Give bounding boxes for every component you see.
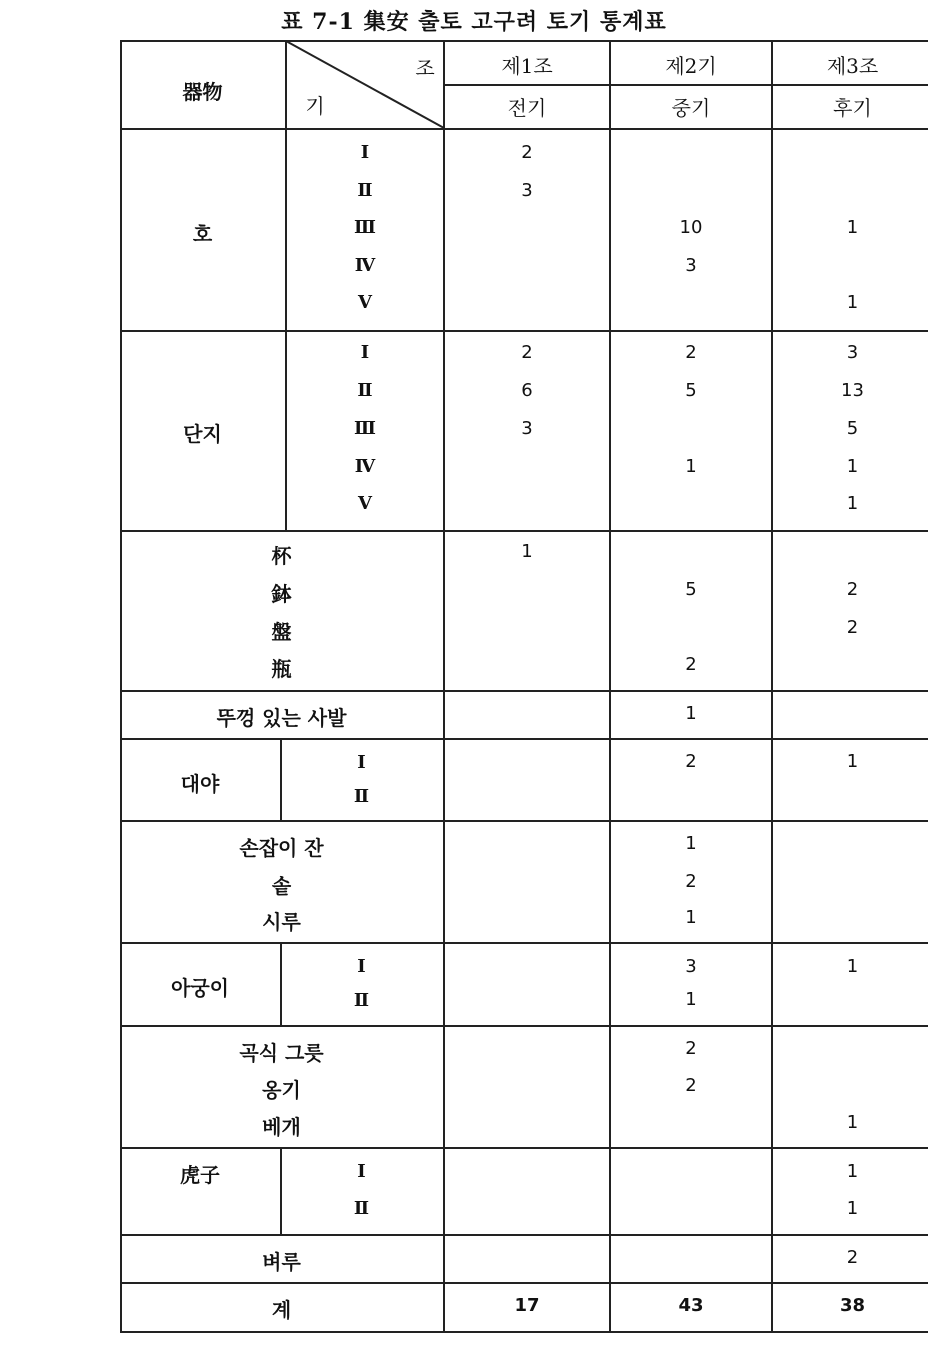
header-col2-group: 제2기: [665, 54, 717, 78]
rule-sub-agungi: [280, 942, 282, 1027]
cell-value: 1: [521, 541, 533, 562]
cell-value: 2: [685, 871, 697, 892]
cell-value: 2: [685, 342, 697, 363]
header-col1-period: 전기: [507, 96, 547, 120]
row-label-daeya: 대야: [180, 772, 220, 796]
roman-numeral: Ⅱ: [353, 786, 370, 807]
roman-numeral: Ⅴ: [358, 292, 372, 313]
rule-daeya-bottom: [120, 820, 928, 822]
roman-numeral: Ⅰ: [357, 956, 366, 977]
rule-sub-daeya: [280, 738, 282, 822]
cell-value: 1: [685, 907, 697, 928]
roman-numeral: Ⅴ: [358, 493, 372, 514]
cell-value: 1: [685, 989, 697, 1010]
header-col3-group: 제3조: [826, 54, 879, 78]
row-label-pillow: 베개: [262, 1115, 301, 1139]
rule-header-mid: [445, 84, 928, 86]
table-title: 표 7-1 集安 출토 고구려 토기 통계표: [281, 9, 667, 35]
roman-numeral: Ⅰ: [360, 142, 370, 163]
row-label-byeoru: 벼루: [262, 1250, 301, 1274]
row-label-total: 계: [271, 1298, 292, 1322]
cell-value: 2: [521, 342, 533, 363]
rule-agungi-bottom: [120, 1025, 928, 1027]
cell-value: 1: [846, 1161, 859, 1182]
row-label-cauldron: 솥: [271, 874, 292, 898]
roman-numeral: Ⅱ: [353, 1198, 370, 1219]
cell-value: 2: [685, 1075, 697, 1096]
cell-value: 1: [846, 493, 859, 514]
cell-value: 2: [846, 1247, 859, 1268]
cell-value: 1: [846, 1198, 859, 1219]
row-label-grain-vessel: 곡식 그릇: [239, 1041, 324, 1065]
cell-value: 3: [685, 255, 697, 276]
cell-value: 2: [846, 579, 859, 600]
header-diag-top: 조: [415, 56, 435, 80]
roman-numeral: Ⅰ: [360, 342, 370, 363]
rule-misc2-bottom: [120, 942, 928, 944]
roman-numeral: Ⅳ: [354, 456, 376, 477]
row-label-bowl: 鉢: [271, 582, 292, 606]
row-label-danji: 단지: [183, 422, 222, 446]
cell-value: 3: [521, 418, 533, 439]
rule-byeoru-bottom: [120, 1282, 928, 1284]
cell-value: 1: [846, 751, 859, 772]
cell-value: 1: [846, 456, 859, 477]
cell-value: 3: [846, 342, 859, 363]
row-label-steamer: 시루: [262, 910, 301, 934]
total-col3: 38: [839, 1295, 866, 1316]
cell-value: 1: [846, 292, 859, 313]
cell-value: 1: [685, 833, 697, 854]
row-label-cup: 杯: [271, 544, 292, 568]
cell-value: 1: [846, 956, 859, 977]
cell-value: 10: [679, 217, 703, 238]
rule-bottom: [120, 1331, 928, 1333]
cell-value: 3: [685, 956, 697, 977]
cell-value: 5: [846, 418, 859, 439]
rule-misc1-bottom: [120, 690, 928, 692]
row-label-ho: 호: [192, 222, 213, 246]
row-label-handled-cup: 손잡이 잔: [239, 836, 324, 860]
row-label-lidded-bowl: 뚜껑 있는 사발: [216, 706, 347, 730]
roman-numeral: Ⅱ: [357, 180, 373, 201]
rule-misc3-bottom: [120, 1147, 928, 1149]
cell-value: 1: [685, 456, 697, 477]
row-label-onggi: 옹기: [262, 1078, 301, 1102]
header-col1-group: 제1조: [501, 54, 553, 78]
row-label-hoja: 虎子: [180, 1163, 220, 1187]
header-item: 器物: [182, 80, 223, 104]
cell-value: 2: [685, 1038, 697, 1059]
header-col2-period: 중기: [671, 96, 711, 120]
cell-value: 13: [841, 380, 864, 401]
statistics-table: [120, 40, 928, 1335]
roman-numeral: Ⅰ: [357, 1161, 366, 1182]
rule-top: [120, 40, 928, 42]
cell-value: 6: [521, 380, 533, 401]
roman-numeral: Ⅰ: [357, 752, 366, 773]
cell-value: 5: [685, 579, 697, 600]
cell-value: 1: [685, 703, 697, 724]
total-col1: 17: [514, 1295, 540, 1316]
cell-value: 5: [685, 380, 697, 401]
cell-value: 2: [846, 617, 859, 638]
rule-danji-bottom: [120, 530, 928, 532]
rule-lidbowl-bottom: [120, 738, 928, 740]
rule-hoja-bottom: [120, 1234, 928, 1236]
roman-numeral: Ⅱ: [357, 380, 373, 401]
header-diag-bottom: 기: [305, 94, 325, 118]
rule-ho-bottom: [120, 330, 928, 332]
row-label-agungi: 아궁이: [171, 976, 229, 1000]
cell-value: 1: [846, 217, 859, 238]
row-label-plate: 盤: [271, 620, 292, 644]
cell-value: 2: [685, 751, 697, 772]
cell-value: 2: [685, 654, 697, 675]
rule-header-bottom: [120, 128, 928, 130]
cell-value: 2: [521, 142, 533, 163]
roman-numeral: Ⅲ: [354, 418, 376, 439]
roman-numeral: Ⅱ: [353, 990, 370, 1011]
cell-value: 3: [521, 180, 533, 201]
roman-numeral: Ⅳ: [354, 255, 376, 276]
cell-value: 1: [846, 1112, 859, 1133]
row-label-bottle: 瓶: [271, 657, 292, 681]
roman-numeral: Ⅲ: [354, 217, 376, 238]
total-col2: 43: [678, 1295, 704, 1316]
header-col3-period: 후기: [833, 96, 872, 120]
